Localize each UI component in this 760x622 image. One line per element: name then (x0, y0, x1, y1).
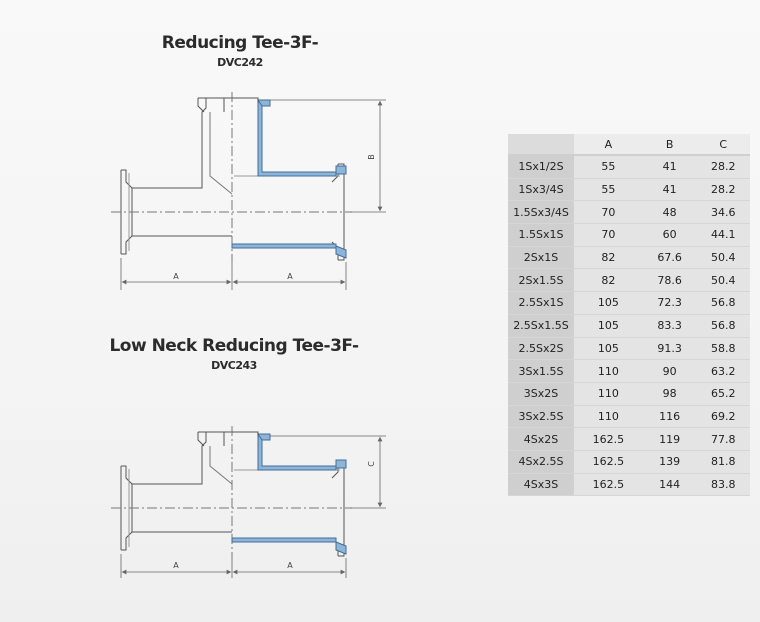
value-cell: 98 (643, 383, 697, 406)
column-header: C (696, 134, 750, 156)
size-cell: 2Sx1.5S (508, 269, 574, 292)
value-cell: 55 (574, 179, 643, 202)
dim-height-label: B (367, 154, 376, 160)
value-cell: 70 (574, 201, 643, 224)
value-cell: 28.2 (696, 156, 750, 179)
value-cell: 91.3 (643, 338, 697, 361)
table-body (508, 156, 750, 496)
value-cell: 65.2 (696, 383, 750, 406)
value-cell: 60 (643, 224, 697, 247)
value-cell: 83.3 (643, 315, 697, 338)
dim-a-right-label: A (287, 561, 293, 570)
value-cell: 41 (643, 156, 697, 179)
table-row (508, 383, 750, 406)
section-half-1 (232, 98, 346, 258)
value-cell: 77.8 (696, 428, 750, 451)
value-cell: 81.8 (696, 451, 750, 474)
size-cell: 2.5Sx1S (508, 292, 574, 315)
table-row (508, 247, 750, 270)
table-row (508, 179, 750, 202)
size-cell: 3Sx2.5S (508, 406, 574, 429)
table-header-row (508, 134, 750, 156)
value-cell: 28.2 (696, 179, 750, 202)
value-cell: 90 (643, 360, 697, 383)
section-half-2 (232, 432, 346, 554)
column-header: B (643, 134, 697, 156)
value-cell: 41 (643, 179, 697, 202)
product-title: Low Neck Reducing Tee-3F- (109, 336, 359, 356)
table-row (508, 451, 750, 474)
table-row (508, 269, 750, 292)
size-cell: 3Sx1.5S (508, 360, 574, 383)
dim-a-left-label: A (173, 561, 179, 570)
value-cell: 63.2 (696, 360, 750, 383)
value-cell: 139 (643, 451, 697, 474)
value-cell: 48 (643, 201, 697, 224)
product-code: DVC242 (217, 56, 263, 69)
value-cell: 162.5 (574, 474, 643, 497)
product-code: DVC243 (211, 359, 257, 372)
dimensions-2 (121, 436, 386, 578)
column-header: A (574, 134, 643, 156)
value-cell: 162.5 (574, 451, 643, 474)
size-cell: 1.5Sx1S (508, 224, 574, 247)
value-cell: 50.4 (696, 247, 750, 270)
dim-a-right-label: A (287, 272, 293, 281)
value-cell: 110 (574, 406, 643, 429)
value-cell: 83.8 (696, 474, 750, 497)
value-cell: 50.4 (696, 269, 750, 292)
value-cell: 58.8 (696, 338, 750, 361)
table-row (508, 156, 750, 179)
size-cell: 2.5Sx1.5S (508, 315, 574, 338)
value-cell: 78.6 (643, 269, 697, 292)
value-cell: 105 (574, 315, 643, 338)
value-cell: 72.3 (643, 292, 697, 315)
size-cell: 4Sx2S (508, 428, 574, 451)
size-cell: 1Sx1/2S (508, 156, 574, 179)
table-row (508, 292, 750, 315)
size-cell: 3Sx2S (508, 383, 574, 406)
table-row (508, 315, 750, 338)
table-row (508, 201, 750, 224)
value-cell: 162.5 (574, 428, 643, 451)
table-row (508, 224, 750, 247)
table-row (508, 360, 750, 383)
value-cell: 144 (643, 474, 697, 497)
dim-a-left-label: A (173, 272, 179, 281)
table-row (508, 406, 750, 429)
value-cell: 56.8 (696, 292, 750, 315)
value-cell: 56.8 (696, 315, 750, 338)
value-cell: 69.2 (696, 406, 750, 429)
table-row (508, 338, 750, 361)
table-row (508, 474, 750, 497)
size-cell: 4Sx3S (508, 474, 574, 497)
dim-height-label: C (367, 461, 376, 467)
column-header (508, 134, 574, 156)
value-cell: 82 (574, 247, 643, 270)
value-cell: 105 (574, 292, 643, 315)
size-cell: 2Sx1S (508, 247, 574, 270)
value-cell: 55 (574, 156, 643, 179)
value-cell: 119 (643, 428, 697, 451)
dimensions-1 (121, 100, 386, 290)
size-cell: 1.5Sx3/4S (508, 201, 574, 224)
size-cell: 4Sx2.5S (508, 451, 574, 474)
value-cell: 34.6 (696, 201, 750, 224)
value-cell: 82 (574, 269, 643, 292)
value-cell: 110 (574, 383, 643, 406)
product-title: Reducing Tee-3F- (161, 33, 319, 53)
value-cell: 105 (574, 338, 643, 361)
size-cell: 2.5Sx2S (508, 338, 574, 361)
value-cell: 67.6 (643, 247, 697, 270)
value-cell: 44.1 (696, 224, 750, 247)
size-cell: 1Sx3/4S (508, 179, 574, 202)
reducing-tee-drawing (111, 92, 352, 262)
value-cell: 110 (574, 360, 643, 383)
value-cell: 116 (643, 406, 697, 429)
value-cell: 70 (574, 224, 643, 247)
table-row (508, 428, 750, 451)
dimensions-table (508, 134, 750, 496)
